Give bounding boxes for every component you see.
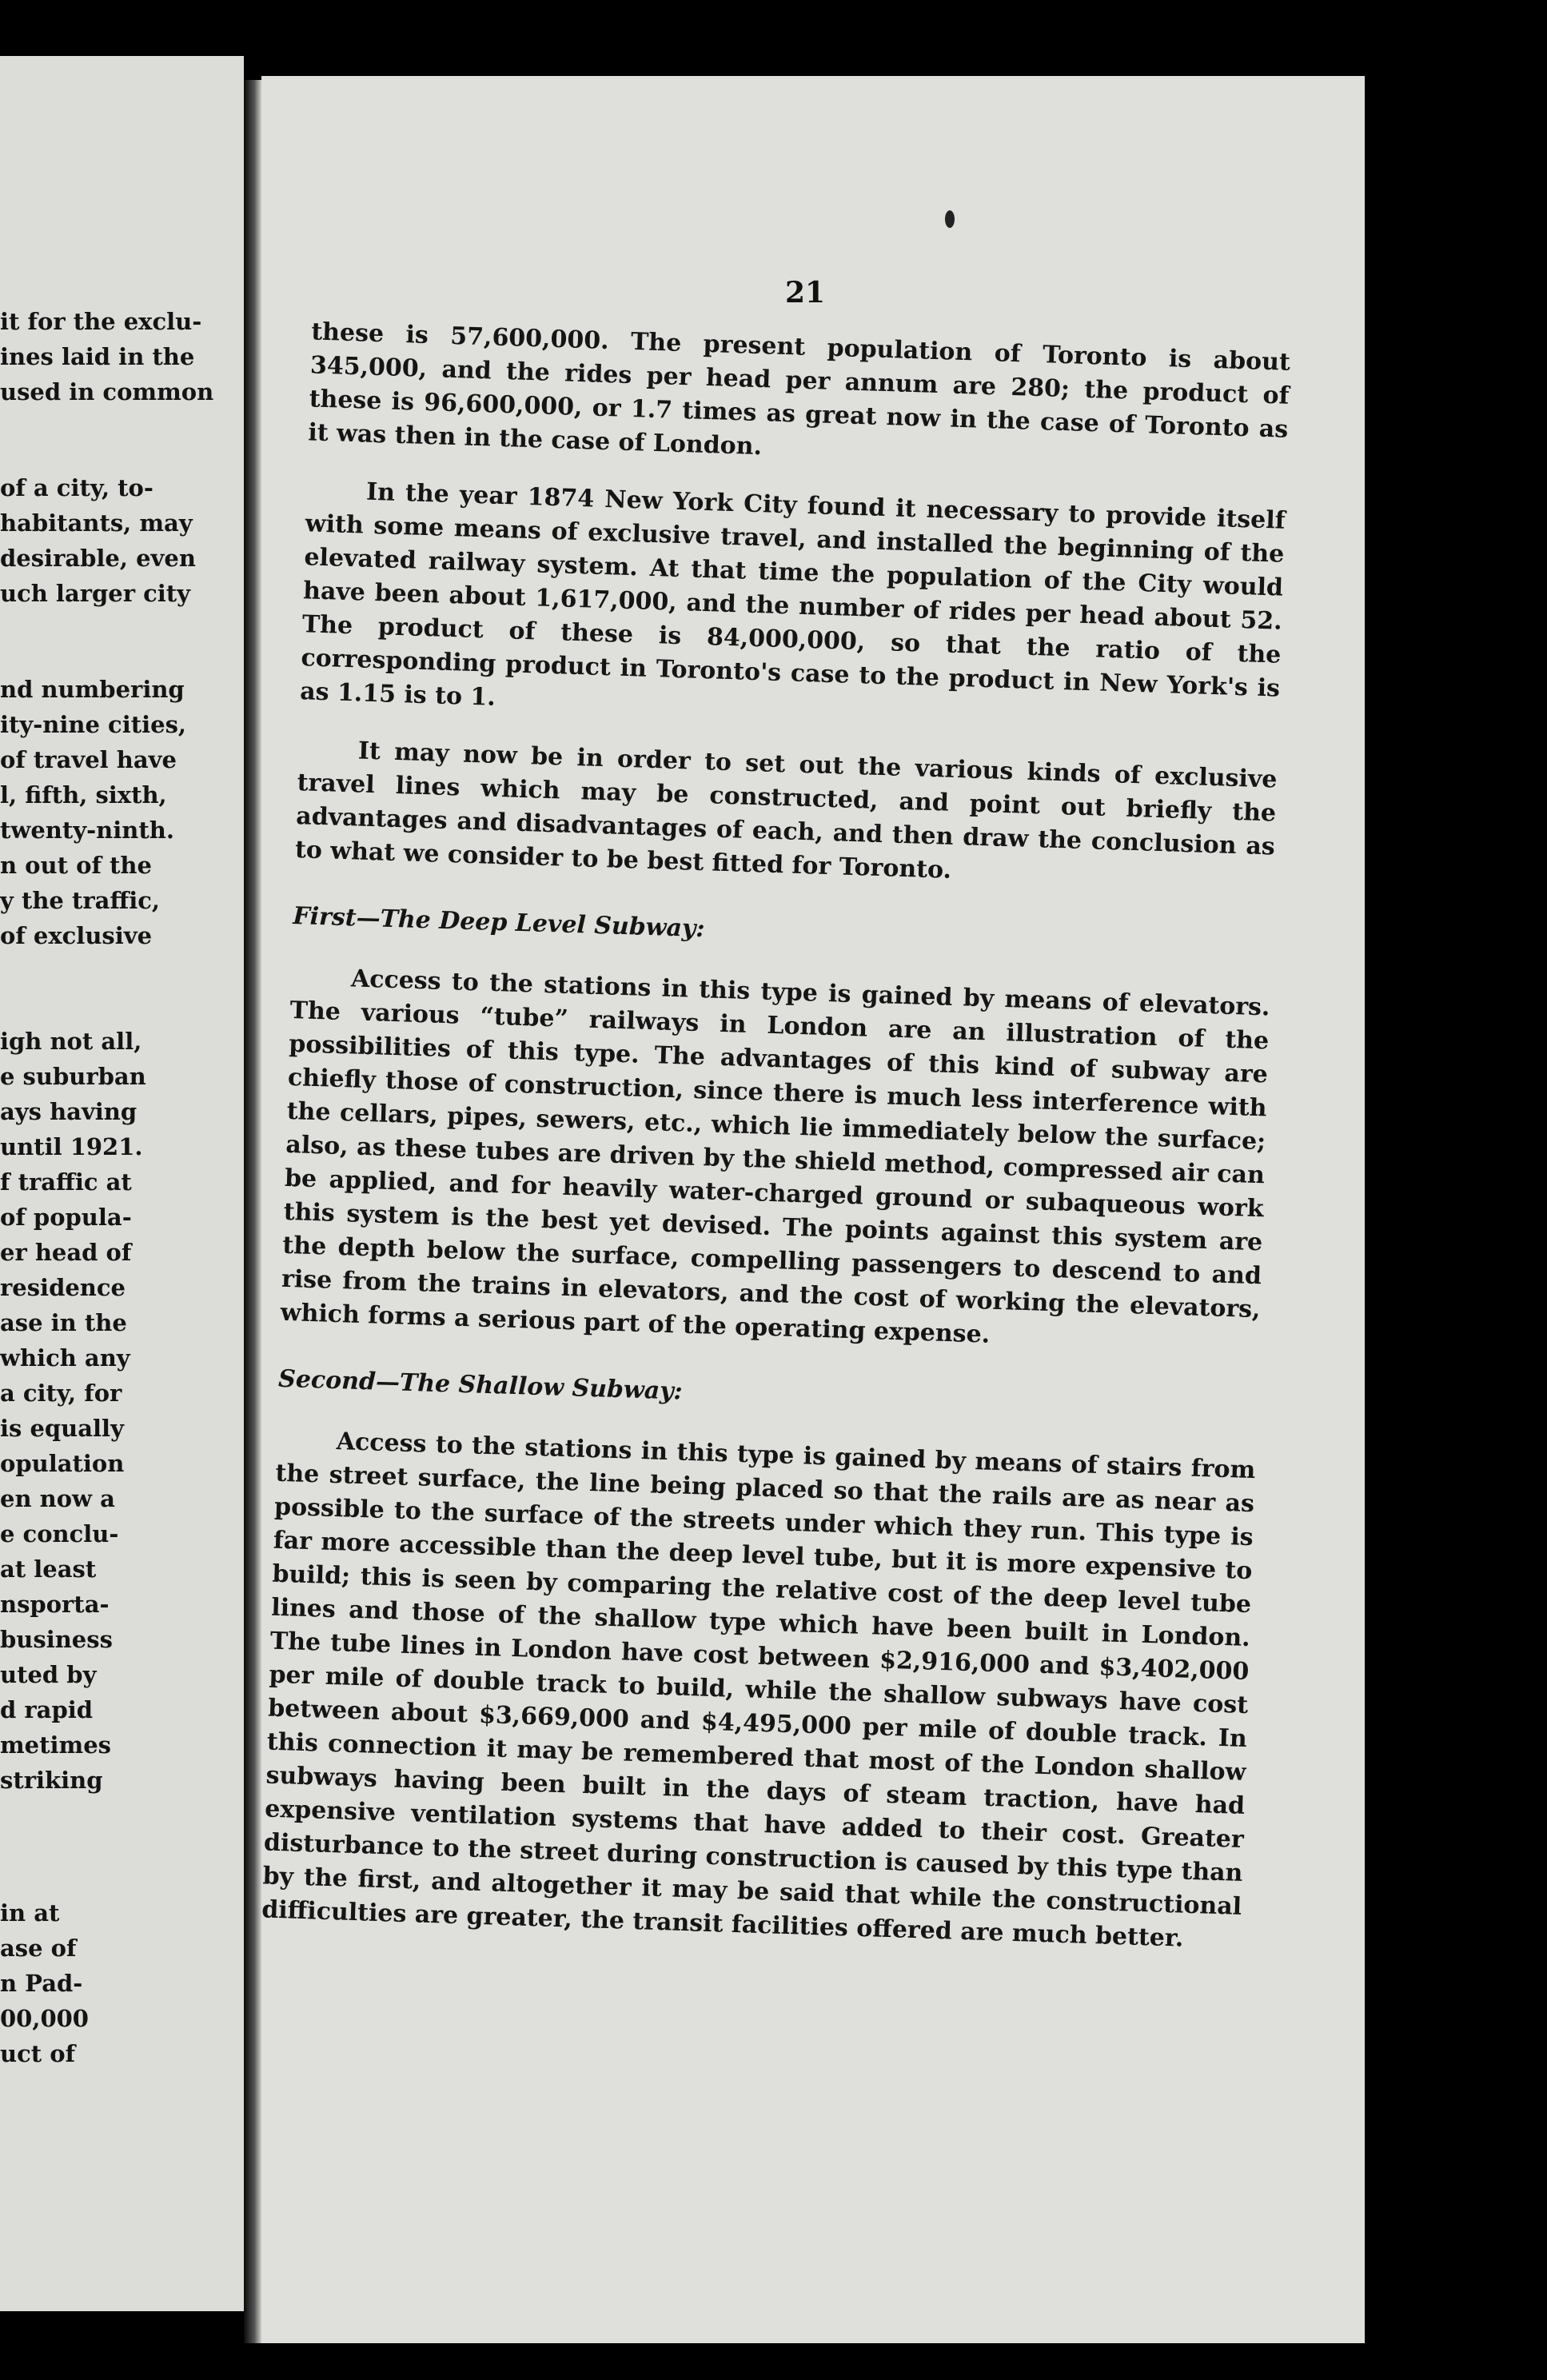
fragment-line: of a city, to-: [0, 474, 154, 501]
fragment-line: desirable, even: [0, 545, 196, 572]
fragment-line: opulation: [0, 1450, 125, 1477]
fragment-line: nd numbering: [0, 676, 185, 703]
fragment-line: at least: [0, 1555, 97, 1583]
fragment-group: [0, 672, 186, 953]
fragment-group: [0, 470, 196, 611]
fragment-line: er head of: [0, 1239, 132, 1266]
fragment-line: habitants, may: [0, 509, 193, 537]
fragment-line: e conclu-: [0, 1520, 119, 1547]
fragment-line: ines laid in the: [0, 343, 195, 370]
fragment-line: ays having: [0, 1098, 138, 1125]
fragment-line: is equally: [0, 1415, 124, 1442]
fragment-line: n out of the: [0, 852, 152, 879]
fragment-line: residence: [0, 1274, 126, 1301]
fragment-group: [0, 1895, 89, 2071]
fragment-line: l, fifth, sixth,: [0, 781, 167, 809]
fragment-line: d rapid: [0, 1696, 94, 1723]
fragment-line: a city, for: [0, 1380, 122, 1407]
fragment-line: 00,000: [0, 2005, 89, 2032]
fragment-line: which any: [0, 1344, 130, 1372]
fragment-line: e suburban: [0, 1063, 146, 1090]
fragment-line: used in common: [0, 378, 214, 405]
fragment-line: of popula-: [0, 1204, 132, 1231]
fragment-line: uted by: [0, 1661, 97, 1688]
fragment-line: of travel have: [0, 746, 177, 773]
fragment-line: igh not all,: [0, 1028, 142, 1055]
fragment-line: twenty-ninth.: [0, 817, 174, 844]
fragment-line: striking: [0, 1767, 103, 1794]
page-body: [261, 315, 1365, 1961]
previous-page-fragment: [0, 56, 244, 2311]
fragment-line: nsporta-: [0, 1591, 110, 1618]
fragment-line: y the traffic,: [0, 887, 161, 914]
fragment-line: uch larger city: [0, 580, 191, 607]
fragment-line: f traffic at: [0, 1168, 132, 1196]
paragraph: Access to the stations in this type is gained by means of elevators. The various “tube” railways in London are an illustration of the possibilities of this type. The advantages of this kind of subway are chiefly those of construction, since there is much less interference with the cellars, pipes, sewers, etc., which lie immediately below the surface; also, as these tubes are driven by the shield method, compressed air can be applied, and for heavily water-charged ground or subaqueous work this system is the best yet devised. The points against this system are the depth below the surface, compelling passengers to descend to and rise from the trains in elevators, and the cost of working the elevators, which forms a serious part of the operating expense.: [280, 964, 1270, 1349]
paragraph: It may now be in order to set out the various kinds of exclusive travel lines which may be constructed, and point out briefly the advantages and disadvantages of each, and then draw the conclusion as to what we consider to be best fitted for Toronto.: [294, 737, 1278, 885]
fragment-line: ase in the: [0, 1309, 127, 1336]
fragment-line: n Pad-: [0, 1970, 83, 1997]
document-page: [261, 76, 1365, 2343]
section-heading: First—The Deep Level Subway:: [292, 902, 706, 944]
fragment-line: en now a: [0, 1485, 115, 1512]
fragment-line: ase of: [0, 1935, 77, 1962]
fragment-line: until 1921.: [0, 1133, 143, 1160]
paragraph: In the year 1874 New York City found it necessary to provide itself with some means of exclusive travel, and installed the beginning of the elevated railway system. At that time the population of the City would have been about 1,617,000, and the number of rides per head about 52. The product of these is 84,000,000, so that the ratio of the corresponding product in Toronto's case to the product in New York's is as 1.15 is to 1.: [299, 477, 1286, 712]
fragment-group: [0, 304, 213, 409]
section-heading: Second—The Shallow Subway:: [277, 1364, 684, 1406]
fragment-line: in at: [0, 1899, 60, 1927]
fragment-line: it for the exclu-: [0, 308, 202, 335]
paragraph: these is 57,600,000. The present population of Toronto is about 345,000, and the rides per head per annum are 280; the product of these is 96,600,000, or 1.7 times as great now in the case of Toronto as it was then in the case of London.: [307, 317, 1291, 461]
book-gutter: [244, 80, 261, 2343]
page-number: 21: [784, 276, 826, 309]
fragment-line: uct of: [0, 2040, 76, 2067]
scan-speck: [945, 210, 955, 228]
fragment-group: [0, 1024, 146, 1798]
fragment-line: business: [0, 1626, 113, 1653]
fragment-line: of exclusive: [0, 922, 153, 949]
fragment-line: ity-nine cities,: [0, 711, 186, 738]
paragraph: Access to the stations in this type is gained by means of stairs from the street surface, the line being placed so that the rails are as near as possible to the surface of the streets under which they run. This type is far more accessible than the deep level tube, but it is more expensive to build; this is seen by comparing the relative cost of the deep level tube lines and those of the shallow type which have been built in London. The tube lines in London have cost between $2,916,000 and $3,402,000 per mile of double track to build, while the shallow subways have cost between about $3,669,000 and $4,495,000 per mile of double track. In this connection it may be remembered that most of the London shallow subways having been built in the days of steam traction, have had expensive ventilation systems that have added to their cost. Greater disturbance to the street during construction is caused by this type than by the first, and altogether it may be said that while the constructional difficulties are greater, the transit facilities offered are much better.: [261, 1428, 1256, 1953]
fragment-line: metimes: [0, 1731, 112, 1759]
